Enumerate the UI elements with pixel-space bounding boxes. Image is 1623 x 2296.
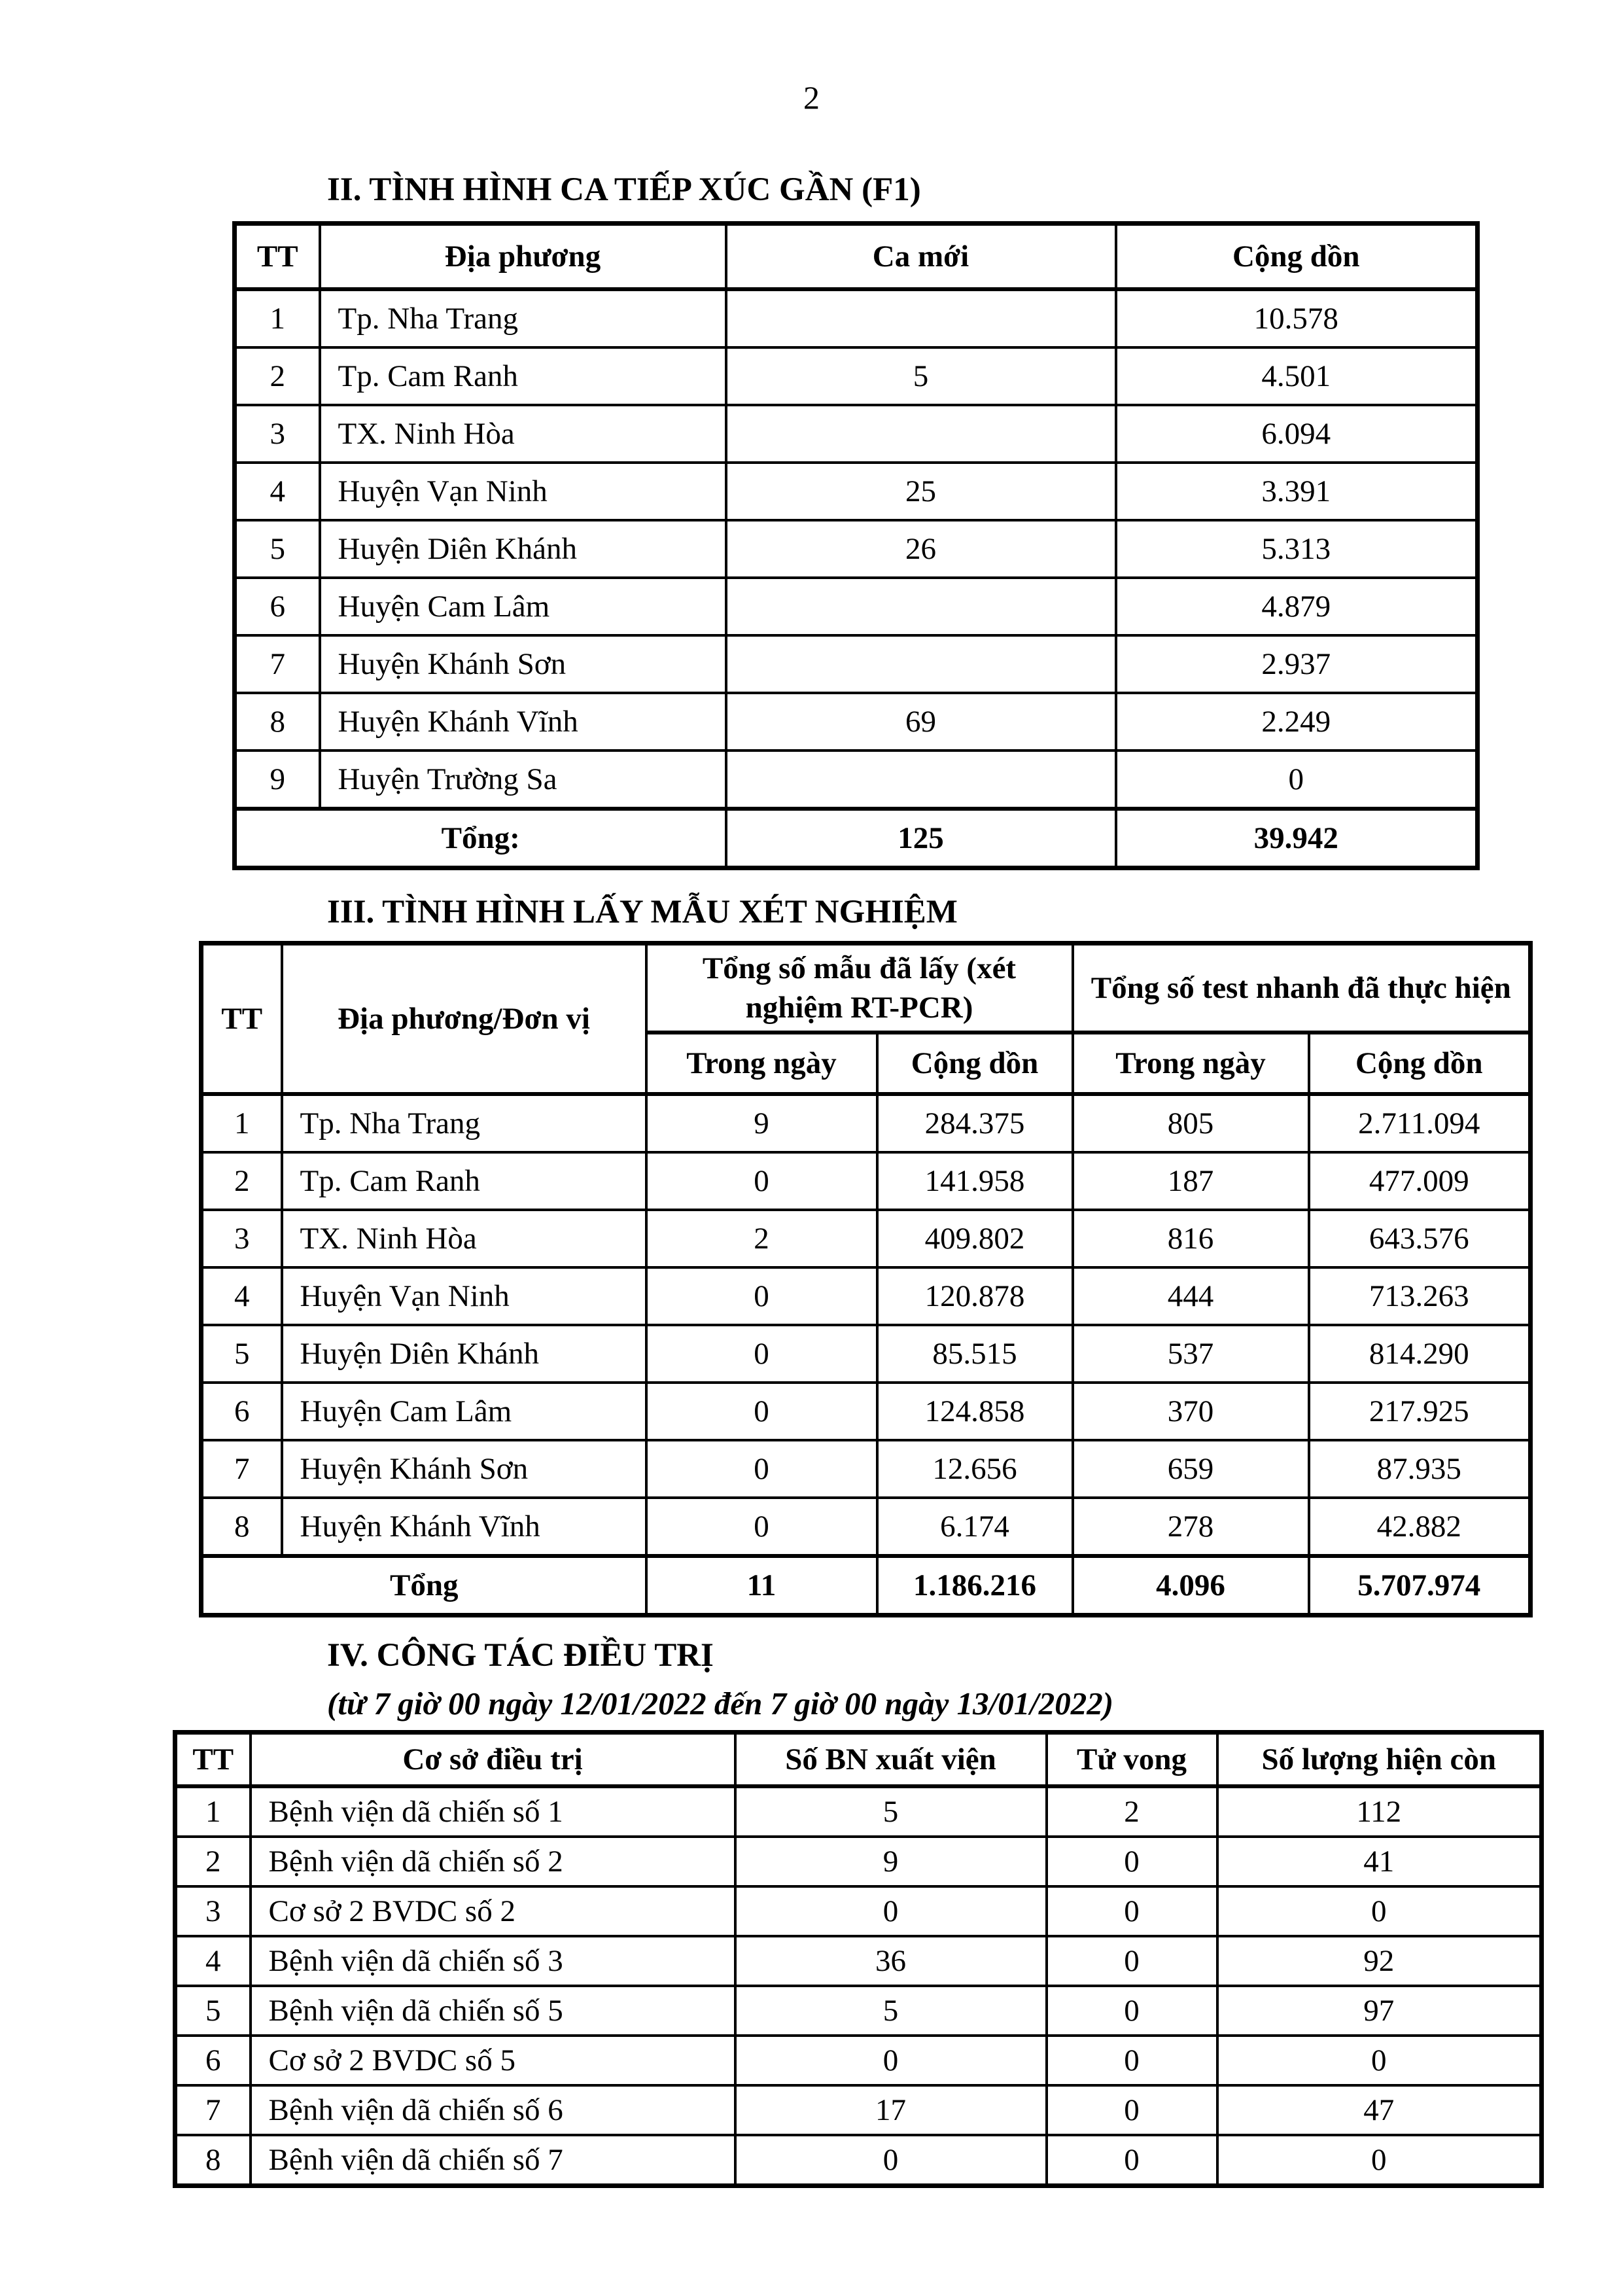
- total-rtpcr-daily: 11: [646, 1556, 877, 1616]
- total-cumulative: 39.942: [1116, 809, 1478, 868]
- table-cell: [726, 578, 1116, 635]
- table-cell: Huyện Vạn Ninh: [320, 463, 726, 520]
- table-cell: 4.501: [1116, 347, 1478, 405]
- table-cell: 5: [726, 347, 1116, 405]
- table-cell: Tp. Nha Trang: [282, 1094, 646, 1152]
- table-row: [235, 635, 1478, 693]
- table-row: [175, 1986, 1542, 2036]
- table-cell: 2.249: [1116, 693, 1478, 751]
- table-cell: 5: [201, 1325, 282, 1383]
- table-cell: 0: [1217, 2036, 1542, 2085]
- table-cell: Tp. Cam Ranh: [320, 347, 726, 405]
- table-cell: Bệnh viện dã chiến số 7: [251, 2135, 735, 2186]
- table-cell: 0: [1116, 751, 1478, 809]
- table-cell: 0: [735, 1886, 1047, 1936]
- table-header-group-row: [201, 944, 1531, 1033]
- table-cell: 6: [201, 1383, 282, 1440]
- table-cell: 5: [175, 1986, 251, 2036]
- table-cell: 7: [175, 2085, 251, 2135]
- table-cell: 6.094: [1116, 405, 1478, 463]
- table-cell: Huyện Trường Sa: [320, 751, 726, 809]
- table-cell: Huyện Khánh Sơn: [282, 1440, 646, 1498]
- table-row: [201, 1094, 1531, 1152]
- table-cell: 0: [646, 1383, 877, 1440]
- total-rapid-daily: 4.096: [1073, 1556, 1309, 1616]
- table-cell: 7: [201, 1440, 282, 1498]
- table-cell: 477.009: [1309, 1152, 1531, 1210]
- table-cell: Cơ sở 2 BVDC số 5: [251, 2036, 735, 2085]
- table-row: [201, 1267, 1531, 1325]
- table-cell: 370: [1073, 1383, 1309, 1440]
- table-cell: 2: [201, 1152, 282, 1210]
- table-cell: 187: [1073, 1152, 1309, 1210]
- col-header-new-cases: Ca mới: [726, 224, 1116, 290]
- table-cell: 643.576: [1309, 1210, 1531, 1267]
- table-row: [201, 1440, 1531, 1498]
- table-cell: 4.879: [1116, 578, 1478, 635]
- testing-table-footer: [201, 1556, 1531, 1616]
- table-cell: Bệnh viện dã chiến số 5: [251, 1986, 735, 2036]
- table-row: [235, 693, 1478, 751]
- table-cell: Bệnh viện dã chiến số 1: [251, 1786, 735, 1837]
- total-rapid-cumulative: 5.707.974: [1309, 1556, 1531, 1616]
- table-cell: Huyện Diên Khánh: [282, 1325, 646, 1383]
- table-cell: 537: [1073, 1325, 1309, 1383]
- table-cell: 0: [1047, 1936, 1217, 1986]
- table-cell: Bệnh viện dã chiến số 3: [251, 1936, 735, 1986]
- table-cell: 409.802: [877, 1210, 1073, 1267]
- col-header-tt: TT: [201, 944, 282, 1095]
- col-header-rapid-cumulative: Cộng dồn: [1309, 1033, 1531, 1094]
- treatment-table: [173, 1730, 1544, 2188]
- table-row: [235, 520, 1478, 578]
- table-cell: Tp. Cam Ranh: [282, 1152, 646, 1210]
- page-number: 2: [803, 79, 820, 116]
- table-cell: [726, 635, 1116, 693]
- table-cell: 0: [646, 1498, 877, 1556]
- table-cell: 3: [201, 1210, 282, 1267]
- table-cell: 713.263: [1309, 1267, 1531, 1325]
- total-label: Tổng:: [235, 809, 726, 868]
- table-row: [175, 1786, 1542, 1837]
- table-cell: 112: [1217, 1786, 1542, 1837]
- table-cell: 0: [1047, 1837, 1217, 1886]
- table-cell: 217.925: [1309, 1383, 1531, 1440]
- table-cell: 6: [235, 578, 320, 635]
- table-cell: 2: [235, 347, 320, 405]
- table-cell: 124.858: [877, 1383, 1073, 1440]
- table-cell: 0: [1217, 1886, 1542, 1936]
- table-cell: 2.937: [1116, 635, 1478, 693]
- table-cell: 3: [235, 405, 320, 463]
- section-4-subtitle: (từ 7 giờ 00 ngày 12/01/2022 đến 7 giờ 00 ngày 13/01/2022): [327, 1686, 1114, 1722]
- table-cell: 5: [735, 1786, 1047, 1837]
- table-cell: 47: [1217, 2085, 1542, 2135]
- table-cell: 6: [175, 2036, 251, 2085]
- table-cell: 2.711.094: [1309, 1094, 1531, 1152]
- section-2-title: II. TÌNH HÌNH CA TIẾP XÚC GẦN (F1): [327, 171, 921, 208]
- table-cell: 0: [1047, 2085, 1217, 2135]
- table-row: [201, 1152, 1531, 1210]
- col-header-locality: Địa phương: [320, 224, 726, 290]
- total-rtpcr-cumulative: 1.186.216: [877, 1556, 1073, 1616]
- table-cell: Huyện Khánh Sơn: [320, 635, 726, 693]
- f1-table-header: [235, 224, 1478, 290]
- table-cell: 444: [1073, 1267, 1309, 1325]
- table-cell: 42.882: [1309, 1498, 1531, 1556]
- table-cell: 6.174: [877, 1498, 1073, 1556]
- table-cell: 4: [235, 463, 320, 520]
- table-cell: 2: [175, 1837, 251, 1886]
- table-row: [175, 2036, 1542, 2085]
- table-cell: 9: [735, 1837, 1047, 1886]
- table-cell: 2: [646, 1210, 877, 1267]
- table-cell: [726, 289, 1116, 347]
- col-header-rtpcr-daily: Trong ngày: [646, 1033, 877, 1094]
- table-cell: 0: [1047, 2036, 1217, 2085]
- table-cell: 0: [1047, 2135, 1217, 2186]
- table-cell: 0: [646, 1152, 877, 1210]
- table-row: [235, 463, 1478, 520]
- table-cell: 5: [735, 1986, 1047, 2036]
- table-cell: 0: [1047, 1986, 1217, 2036]
- table-cell: 4: [201, 1267, 282, 1325]
- table-cell: 1: [175, 1786, 251, 1837]
- col-header-locality-unit: Địa phương/Đơn vị: [282, 944, 646, 1095]
- table-cell: Bệnh viện dã chiến số 2: [251, 1837, 735, 1886]
- table-row: [201, 1383, 1531, 1440]
- table-header-row: [175, 1733, 1542, 1787]
- table-cell: Huyện Diên Khánh: [320, 520, 726, 578]
- f1-contacts-table: [232, 221, 1480, 870]
- table-cell: 0: [1217, 2135, 1542, 2186]
- table-cell: 92: [1217, 1936, 1542, 1986]
- table-cell: [726, 405, 1116, 463]
- total-label: Tổng: [201, 1556, 646, 1616]
- table-row: [175, 1936, 1542, 1986]
- table-cell: 25: [726, 463, 1116, 520]
- table-row: [201, 1210, 1531, 1267]
- table-cell: 814.290: [1309, 1325, 1531, 1383]
- col-group-rtpcr-samples: Tổng số mẫu đã lấy (xét nghiệm RT-PCR): [646, 944, 1073, 1033]
- col-header-rtpcr-cumulative: Cộng dồn: [877, 1033, 1073, 1094]
- col-header-tt: TT: [235, 224, 320, 290]
- table-cell: 659: [1073, 1440, 1309, 1498]
- table-cell: 141.958: [877, 1152, 1073, 1210]
- table-cell: Huyện Cam Lâm: [320, 578, 726, 635]
- table-cell: [726, 751, 1116, 809]
- f1-table-body: [235, 289, 1478, 809]
- table-row: [201, 1325, 1531, 1383]
- table-row: [175, 2085, 1542, 2135]
- table-cell: 284.375: [877, 1094, 1073, 1152]
- testing-samples-table: [199, 941, 1533, 1617]
- table-cell: 26: [726, 520, 1116, 578]
- table-cell: 0: [646, 1325, 877, 1383]
- treatment-table-body: [175, 1786, 1542, 2186]
- table-cell: Huyện Khánh Vĩnh: [282, 1498, 646, 1556]
- table-cell: 7: [235, 635, 320, 693]
- table-cell: 10.578: [1116, 289, 1478, 347]
- col-header-current-count: Số lượng hiện còn: [1217, 1733, 1542, 1787]
- table-cell: 0: [735, 2135, 1047, 2186]
- table-cell: 4: [175, 1936, 251, 1986]
- table-cell: 12.656: [877, 1440, 1073, 1498]
- table-cell: 69: [726, 693, 1116, 751]
- table-row: [235, 578, 1478, 635]
- col-header-tt: TT: [175, 1733, 251, 1787]
- table-cell: 0: [1047, 1886, 1217, 1936]
- table-row: [175, 2135, 1542, 2186]
- testing-table-header: [201, 944, 1531, 1095]
- table-row: [201, 1498, 1531, 1556]
- table-cell: 41: [1217, 1837, 1542, 1886]
- table-row: [235, 751, 1478, 809]
- table-cell: TX. Ninh Hòa: [282, 1210, 646, 1267]
- col-header-deaths: Tử vong: [1047, 1733, 1217, 1787]
- table-cell: 8: [235, 693, 320, 751]
- table-cell: 5: [235, 520, 320, 578]
- treatment-table-header: [175, 1733, 1542, 1787]
- total-row: [201, 1556, 1531, 1616]
- f1-table-footer: [235, 809, 1478, 868]
- table-row: [235, 347, 1478, 405]
- table-cell: TX. Ninh Hòa: [320, 405, 726, 463]
- col-header-rapid-daily: Trong ngày: [1073, 1033, 1309, 1094]
- table-cell: 1: [235, 289, 320, 347]
- table-cell: Tp. Nha Trang: [320, 289, 726, 347]
- table-cell: 2: [1047, 1786, 1217, 1837]
- table-cell: 85.515: [877, 1325, 1073, 1383]
- table-row: [235, 289, 1478, 347]
- table-cell: 0: [646, 1267, 877, 1325]
- table-cell: 278: [1073, 1498, 1309, 1556]
- table-cell: 805: [1073, 1094, 1309, 1152]
- table-cell: 5.313: [1116, 520, 1478, 578]
- testing-table-body: [201, 1094, 1531, 1556]
- table-cell: 3.391: [1116, 463, 1478, 520]
- col-group-rapid-tests: Tổng số test nhanh đã thực hiện: [1073, 944, 1531, 1033]
- table-cell: 1: [201, 1094, 282, 1152]
- table-cell: 36: [735, 1936, 1047, 1986]
- col-header-cumulative: Cộng dồn: [1116, 224, 1478, 290]
- table-cell: 0: [646, 1440, 877, 1498]
- table-header-row: [235, 224, 1478, 290]
- section-4-title: IV. CÔNG TÁC ĐIỀU TRỊ: [327, 1637, 714, 1674]
- table-cell: Cơ sở 2 BVDC số 2: [251, 1886, 735, 1936]
- total-row: [235, 809, 1478, 868]
- table-cell: 816: [1073, 1210, 1309, 1267]
- table-cell: 8: [175, 2135, 251, 2186]
- table-cell: Huyện Khánh Vĩnh: [320, 693, 726, 751]
- table-row: [175, 1837, 1542, 1886]
- col-header-facility: Cơ sở điều trị: [251, 1733, 735, 1787]
- total-new-cases: 125: [726, 809, 1116, 868]
- table-cell: Huyện Vạn Ninh: [282, 1267, 646, 1325]
- table-cell: 8: [201, 1498, 282, 1556]
- section-3-title: III. TÌNH HÌNH LẤY MẪU XÉT NGHIỆM: [327, 894, 958, 930]
- table-cell: 0: [735, 2036, 1047, 2085]
- table-cell: 87.935: [1309, 1440, 1531, 1498]
- table-cell: 17: [735, 2085, 1047, 2135]
- table-cell: Huyện Cam Lâm: [282, 1383, 646, 1440]
- table-row: [175, 1886, 1542, 1936]
- table-cell: 9: [235, 751, 320, 809]
- table-cell: 9: [646, 1094, 877, 1152]
- col-header-discharged: Số BN xuất viện: [735, 1733, 1047, 1787]
- table-cell: 3: [175, 1886, 251, 1936]
- table-cell: 97: [1217, 1986, 1542, 2036]
- table-cell: 120.878: [877, 1267, 1073, 1325]
- table-cell: Bệnh viện dã chiến số 6: [251, 2085, 735, 2135]
- table-row: [235, 405, 1478, 463]
